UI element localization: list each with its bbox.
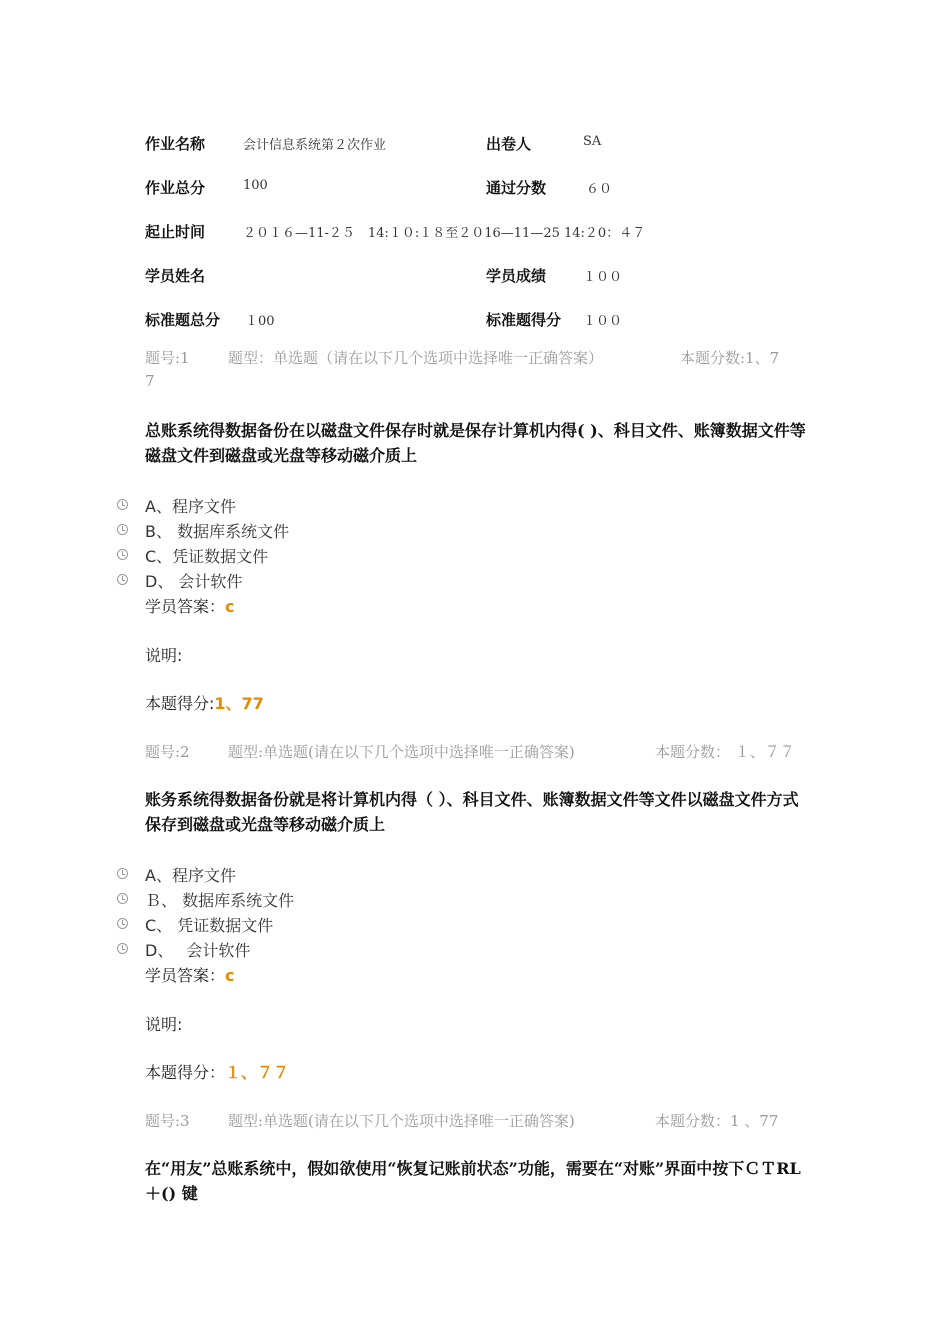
radio-option-b[interactable] <box>117 524 128 535</box>
radio-option-d[interactable] <box>117 943 128 954</box>
option-label: Ｂ、 数据库系统文件 <box>145 891 295 910</box>
question-number: 题号:2 <box>145 743 190 761</box>
question-number: 题号:1 <box>145 349 190 367</box>
student-answer <box>145 594 235 617</box>
question-score-label: 本题得分： <box>145 1063 226 1082</box>
radio-option-c[interactable] <box>117 549 128 560</box>
author-value: SA <box>583 134 602 149</box>
student-score-label: 学员成绩 <box>486 267 547 285</box>
total-score-value: 100 <box>243 178 268 193</box>
question-points: 本题分数：1 、77 <box>655 1112 779 1130</box>
pass-score-label: 通过分数 <box>486 179 547 197</box>
question-type: 题型:单选题(请在以下几个选项中选择唯一正确答案) <box>228 743 575 761</box>
option-label: A、程序文件 <box>145 866 236 885</box>
explanation-label: 说明: <box>145 1015 183 1034</box>
radio-option-d[interactable] <box>117 574 128 585</box>
option-label: D、 会计软件 <box>145 941 251 960</box>
option-label: B、 数据库系统文件 <box>145 522 290 541</box>
option-label: D、 会计软件 <box>145 572 243 591</box>
option-label: C、凭证数据文件 <box>145 547 269 566</box>
time-range-label: 起止时间 <box>145 223 206 241</box>
question-text: 账务系统得数据备份就是将计算机内得（ ）、科目文件、账簿数据文件等文件以磁盘文件方式保存到磁盘或光盘等移动磁介质上 <box>145 790 799 834</box>
option-label: C、 凭证数据文件 <box>145 916 274 935</box>
radio-option-a[interactable] <box>117 868 128 879</box>
author-label: 出卷人 <box>486 135 532 153</box>
student-answer-value: c <box>225 966 235 985</box>
standard-score-label: 标准题得分 <box>486 311 562 329</box>
question-text: 总账系统得数据备份在以磁盘文件保存时就是保存计算机内得( )、科目文件、账簿数据文件等磁盘文件到磁盘或光盘等移动磁介质上 <box>145 421 806 465</box>
standard-total-label: 标准题总分 <box>145 311 221 329</box>
student-answer <box>145 963 235 986</box>
question-score <box>145 691 264 714</box>
question-points-continued: 7 <box>145 372 155 390</box>
radio-option-a[interactable] <box>117 499 128 510</box>
student-answer-label: 学员答案： <box>145 597 226 616</box>
question-text: 在“用友”总账系统中，假如欲使用“恢复记账前状态”功能，需要在“对账”界面中按下ＣＴRL＋() 键 <box>145 1159 801 1203</box>
pass-score-value: ６０ <box>586 182 613 197</box>
homework-name-value: 会计信息系统第２次作业 <box>243 138 387 153</box>
question-type: 题型:单选题(请在以下几个选项中选择唯一正确答案) <box>228 1112 575 1130</box>
question-score-value: １、７７ <box>225 1063 290 1082</box>
student-answer-label: 学员答案： <box>145 966 226 985</box>
student-name-label: 学员姓名 <box>145 267 206 285</box>
question-number: 题号:3 <box>145 1112 190 1130</box>
student-score-value: １００ <box>583 270 623 285</box>
homework-name-label: 作业名称 <box>145 135 206 153</box>
question-points: 本题分数： １、７７ <box>655 743 795 761</box>
total-score-label: 作业总分 <box>145 179 206 197</box>
standard-total-value: １00 <box>245 314 275 329</box>
standard-score-value: １００ <box>583 314 623 329</box>
time-range-value: ２０１６—11-２５ 14:１０:１８至２０16—11—25 14:２0：４７ <box>243 226 646 241</box>
question-score-value: 1、77 <box>214 694 264 713</box>
question-points: 本题分数:1、7 <box>680 349 780 367</box>
question-score-label: 本题得分: <box>145 694 215 713</box>
radio-option-b[interactable] <box>117 893 128 904</box>
radio-option-c[interactable] <box>117 918 128 929</box>
question-score <box>145 1060 289 1083</box>
student-answer-value: c <box>225 597 235 616</box>
option-label: A、程序文件 <box>145 497 236 516</box>
explanation-label: 说明: <box>145 646 183 665</box>
question-type: 题型：单选题（请在以下几个选项中选择唯一正确答案） <box>228 349 604 367</box>
